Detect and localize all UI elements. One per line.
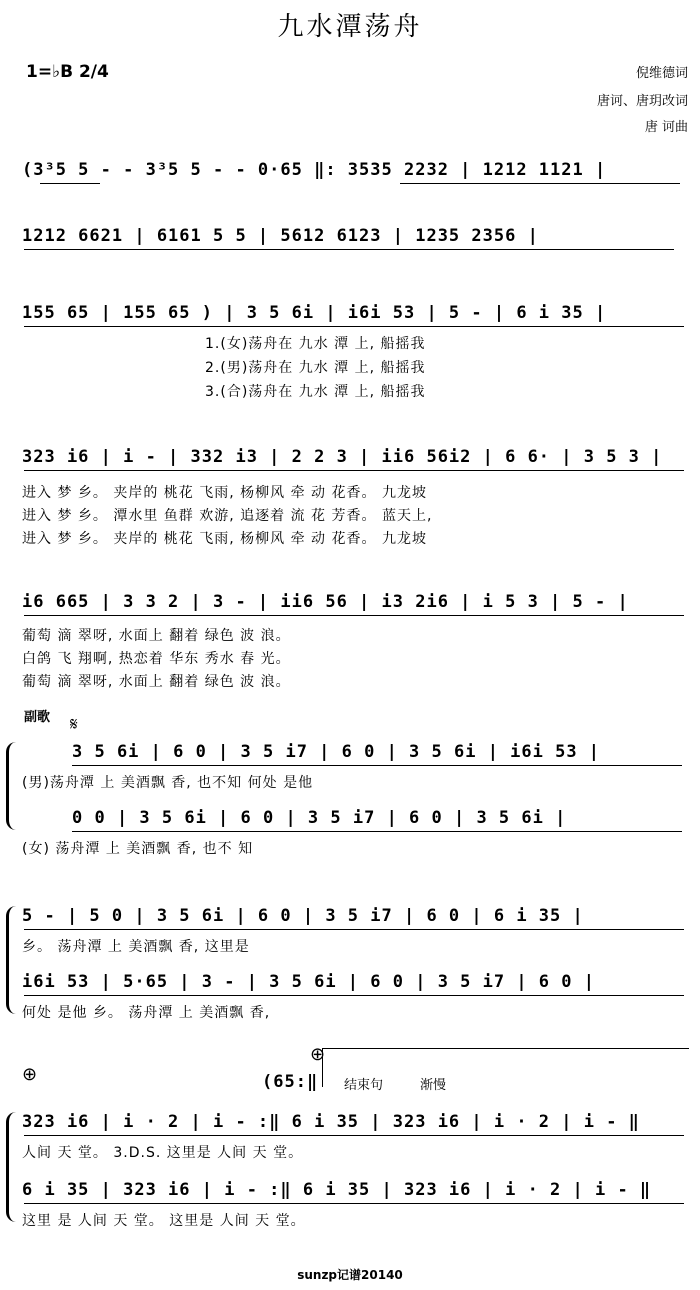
credit-composer: 唐 诃曲 — [644, 120, 688, 135]
lyric-verse-1: 1.(女)荡舟在 九水 潭 上, 船摇我 — [205, 336, 426, 352]
system-brace-b — [6, 906, 19, 1014]
chorus-b-lower-lyrics: 何处 是他 乡。 荡舟潭 上 美酒飘 香, — [22, 1005, 271, 1021]
chorus-c-lower-lyrics: 这里 是 人间 天 堂。 这里是 人间 天 堂。 — [22, 1213, 306, 1229]
notation-row-2: 1212 6621 | 6161 5 5 | 5612 6123 | 1235 2356 | — [22, 226, 539, 246]
chorus-c-upper-notes: 323 i6 | i · 2 | i - :‖ 6 i 35 | 323 i6 | i · 2 | i - ‖ — [22, 1112, 640, 1132]
system-brace-a — [6, 742, 19, 830]
chorus-b-lower-notes: i6i 53 | 5·65 | 3 - | 3 5 6i | 6 0 | 3 5 i7 | 6 0 | — [22, 972, 595, 992]
notation-row-intro: (3³5 5 - - 3³5 5 - - 0·65 ‖: 3535 2232 | 1212 1121 | — [22, 160, 607, 180]
song-title: 九水潭荡舟 — [277, 12, 423, 42]
lyric-row4-verse-2: 进入 梦 乡。 潭水里 鱼群 欢游, 追逐着 流 花 芳香。 蓝天上, — [22, 508, 433, 524]
chorus-b-upper-lyrics: 乡。 荡舟潭 上 美酒飘 香, 这里是 — [22, 939, 250, 955]
segno-icon: 𝄋 — [70, 714, 78, 735]
lyric-row5-verse-3: 葡萄 滴 翠呀, 水面上 翻着 绿色 波 浪。 — [22, 674, 291, 690]
credit-adapters: 唐诃、唐玥改词 — [596, 94, 688, 109]
lyric-row5-verse-2: 白鸽 飞 翔啊, 热恋着 华东 秀水 春 光。 — [22, 651, 291, 667]
key-signature: 1=♭B 2/4 — [26, 62, 109, 82]
notation-row-4: 323 i6 | i - | 332 i3 | 2 2 3 | ii6 56i2 | 6 6· | 3 5 3 | — [22, 447, 663, 467]
lyric-verse-3: 3.(合)荡舟在 九水 潭 上, 船摇我 — [205, 384, 426, 400]
lyric-row5-verse-1: 葡萄 滴 翠呀, 水面上 翻着 绿色 波 浪。 — [22, 628, 291, 644]
notation-row-5: i6 665 | 3 3 2 | 3 - | ii6 56 | i3 2i6 | i 5 3 | 5 - | — [22, 592, 629, 612]
chorus-a-female-notes: 0 0 | 3 5 6i | 6 0 | 3 5 i7 | 6 0 | 3 5 6i | — [72, 808, 567, 828]
chorus-a-male-lyrics: (男)荡舟潭 上 美酒飘 香, 也不知 何处 是他 — [22, 775, 314, 791]
coda-icon-ending: ⊕ — [310, 1044, 326, 1065]
chorus-c-upper-lyrics: 人间 天 堂。 3.D.S. 这里是 人间 天 堂。 — [22, 1145, 304, 1161]
lyric-row4-verse-1: 进入 梦 乡。 夹岸的 桃花 飞雨, 杨柳风 牵 动 花香。 九龙坡 — [22, 485, 427, 501]
lyric-verse-2: 2.(男)荡舟在 九水 潭 上, 船摇我 — [205, 360, 426, 376]
notation-row-3: 155 65 | 155 65 ) | 3 5 6i | i6i 53 | 5 - | 6 i 35 | — [22, 303, 607, 323]
chorus-b-upper-notes: 5 - | 5 0 | 3 5 6i | 6 0 | 3 5 i7 | 6 0 | 6 i 35 | — [22, 906, 584, 926]
system-brace-c — [6, 1112, 19, 1222]
ending-pickup: (65:‖ — [262, 1072, 319, 1092]
footer-credit: sunzp记谱20140 — [297, 1268, 403, 1282]
lyric-row4-verse-3: 进入 梦 乡。 夹岸的 桃花 飞雨, 杨柳风 牵 动 花香。 九龙坡 — [22, 531, 427, 547]
chorus-a-male-notes: 3 5 6i | 6 0 | 3 5 i7 | 6 0 | 3 5 6i | i6i 53 | — [72, 742, 601, 762]
credit-lyricist: 倪维德词 — [635, 66, 688, 81]
chorus-label: 副歌 — [24, 710, 51, 725]
ending-label: 结束句 — [344, 1078, 384, 1093]
chorus-a-female-lyrics: (女) 荡舟潭 上 美酒飘 香, 也不 知 — [22, 841, 254, 857]
chorus-c-lower-notes: 6 i 35 | 323 i6 | i - :‖ 6 i 35 | 323 i6 | i · 2 | i - ‖ — [22, 1180, 652, 1200]
ending-tempo: 渐慢 — [420, 1078, 447, 1093]
coda-icon: ⊕ — [22, 1064, 38, 1085]
